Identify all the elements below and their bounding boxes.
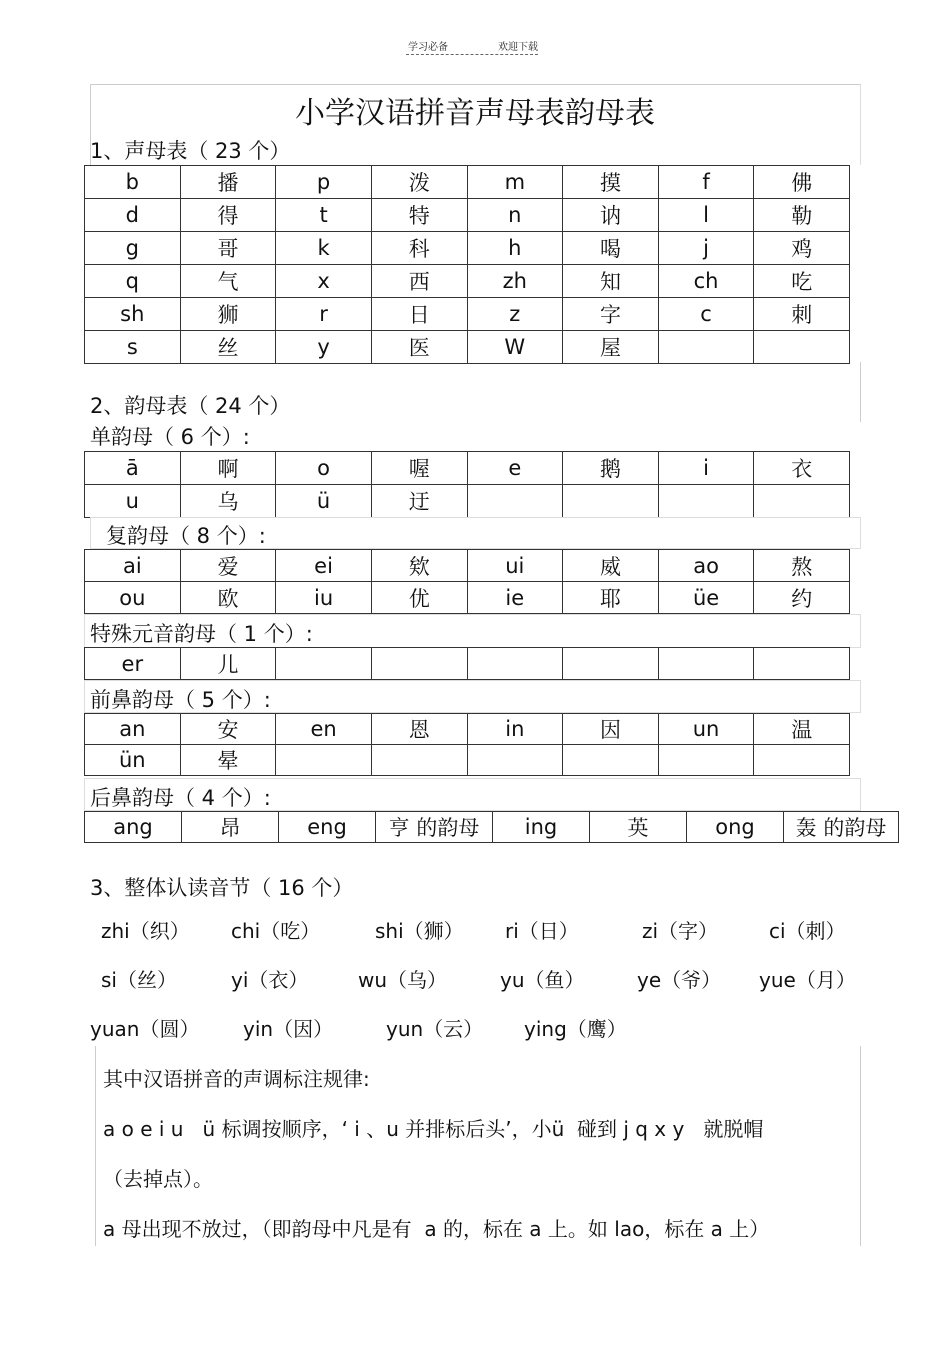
table-cell: 威 <box>563 550 659 582</box>
table-cell <box>276 745 372 776</box>
special-finals-table <box>84 647 850 680</box>
table-cell <box>754 745 850 776</box>
table-cell <box>563 485 659 518</box>
table-cell: W <box>467 331 563 364</box>
table-cell: 丝 <box>180 331 276 364</box>
table-cell: 耶 <box>563 582 659 614</box>
table-cell: 儿 <box>180 648 276 680</box>
syllable-yi: yi（衣） <box>231 968 309 992</box>
table-cell: 欸 <box>371 550 467 582</box>
table-cell: 摸 <box>563 166 659 199</box>
table-cell: 字 <box>563 298 659 331</box>
table-cell: g <box>85 232 181 265</box>
shengmu-table <box>84 165 850 364</box>
table-cell: 约 <box>754 582 850 614</box>
table-cell: iu <box>276 582 372 614</box>
table-cell <box>371 648 467 680</box>
table-cell: 屋 <box>563 331 659 364</box>
table-cell: 佛 <box>754 166 850 199</box>
table-cell: 衣 <box>754 452 850 485</box>
table-cell <box>563 745 659 776</box>
table-cell: 刺 <box>754 298 850 331</box>
table-cell: 鹅 <box>563 452 659 485</box>
syllable-yue: yue（月） <box>759 968 856 992</box>
syllable-shi: shi（狮） <box>375 919 464 943</box>
table-cell: ie <box>467 582 563 614</box>
section2-heading: 2、韵母表（ 24 个） <box>90 394 291 418</box>
table-cell: 科 <box>371 232 467 265</box>
table-cell <box>371 745 467 776</box>
table-cell <box>658 485 754 518</box>
syllable-zhi: zhi（织） <box>101 919 190 943</box>
frame-line <box>860 362 861 422</box>
table-cell: q <box>85 265 181 298</box>
table-cell: 日 <box>371 298 467 331</box>
table-cell: ui <box>467 550 563 582</box>
table-cell: ei <box>276 550 372 582</box>
table-row <box>85 232 850 265</box>
table-cell: 吃 <box>754 265 850 298</box>
syllable-ri: ri（日） <box>505 919 579 943</box>
syllable-yuan: yuan（圆） <box>90 1017 200 1041</box>
table-row <box>85 714 850 745</box>
special-finals-label: 特殊元音韵母（ 1 个）: <box>90 622 313 646</box>
table-cell: zh <box>467 265 563 298</box>
table-cell: 轰 的韵母 <box>784 812 899 843</box>
table-cell: ā <box>85 452 181 485</box>
table-cell <box>467 745 563 776</box>
table-cell: k <box>276 232 372 265</box>
table-cell: ou <box>85 582 181 614</box>
single-finals-label: 单韵母（ 6 个）: <box>90 425 250 449</box>
table-cell <box>754 331 850 364</box>
table-cell: 欧 <box>180 582 276 614</box>
table-row <box>85 331 850 364</box>
front-nasal-table <box>84 713 850 776</box>
table-cell: 迂 <box>371 485 467 518</box>
table-cell: 狮 <box>180 298 276 331</box>
table-cell: 西 <box>371 265 467 298</box>
back-nasal-table <box>84 811 899 843</box>
table-cell: i <box>658 452 754 485</box>
table-cell: sh <box>85 298 181 331</box>
table-cell: 哥 <box>180 232 276 265</box>
syllable-wu: wu（乌） <box>358 968 448 992</box>
table-cell: er <box>85 648 181 680</box>
table-cell: z <box>467 298 563 331</box>
table-cell: ing <box>493 812 590 843</box>
table-cell: ong <box>687 812 784 843</box>
table-cell: ai <box>85 550 181 582</box>
table-cell: 安 <box>180 714 276 745</box>
table-cell: un <box>658 714 754 745</box>
syllable-chi: chi（吃） <box>231 919 321 943</box>
syllable-ye: ye（爷） <box>637 968 722 992</box>
header-left: 学习必备 <box>408 42 448 53</box>
table-cell <box>658 331 754 364</box>
rules-line-3: a 母出现不放过，（即韵母中凡是有 a 的，标在 a 上。如 lao，标在 a 上） <box>103 1217 770 1241</box>
table-cell: l <box>658 199 754 232</box>
table-cell: j <box>658 232 754 265</box>
table-cell: t <box>276 199 372 232</box>
table-cell: ün <box>85 745 181 776</box>
rules-line-2: （去掉点）。 <box>103 1167 213 1191</box>
table-cell: 医 <box>371 331 467 364</box>
syllable-ying: ying（鹰） <box>524 1017 627 1041</box>
table-cell <box>658 745 754 776</box>
table-cell: 温 <box>754 714 850 745</box>
table-cell: 喝 <box>563 232 659 265</box>
table-cell: y <box>276 331 372 364</box>
compound-finals-label: 复韵母（ 8 个）: <box>106 524 266 548</box>
table-row <box>85 298 850 331</box>
table-cell: p <box>276 166 372 199</box>
table-cell: üe <box>658 582 754 614</box>
table-cell: 熬 <box>754 550 850 582</box>
single-finals-table <box>84 451 850 518</box>
table-cell: 因 <box>563 714 659 745</box>
table-cell: 晕 <box>180 745 276 776</box>
table-cell: 啊 <box>180 452 276 485</box>
table-cell: 特 <box>371 199 467 232</box>
table-row <box>85 812 899 843</box>
table-cell: in <box>467 714 563 745</box>
front-nasal-label: 前鼻韵母（ 5 个）: <box>90 688 271 712</box>
table-cell: f <box>658 166 754 199</box>
table-row <box>85 550 850 582</box>
compound-finals-table <box>84 549 850 614</box>
table-cell: 昂 <box>182 812 279 843</box>
table-cell: b <box>85 166 181 199</box>
table-cell: 泼 <box>371 166 467 199</box>
table-cell: 爱 <box>180 550 276 582</box>
header-right: 欢迎下载 <box>498 42 538 53</box>
table-cell: x <box>276 265 372 298</box>
table-cell: d <box>85 199 181 232</box>
section3-heading: 3、整体认读音节（ 16 个） <box>90 876 354 900</box>
table-cell <box>563 648 659 680</box>
table-cell <box>467 648 563 680</box>
table-cell: 得 <box>180 199 276 232</box>
table-row <box>85 265 850 298</box>
table-cell: 讷 <box>563 199 659 232</box>
table-cell: ao <box>658 550 754 582</box>
table-cell: eng <box>279 812 376 843</box>
table-cell <box>754 648 850 680</box>
table-cell: 喔 <box>371 452 467 485</box>
table-row <box>85 745 850 776</box>
table-cell <box>276 648 372 680</box>
table-cell: 知 <box>563 265 659 298</box>
table-cell: o <box>276 452 372 485</box>
rules-line-1: a o e i u ü 标调按顺序，‘ i 、u 并排标后头’，小ü 碰到 j q x y 就脱帽 <box>103 1117 764 1141</box>
table-row <box>85 199 850 232</box>
table-cell: c <box>658 298 754 331</box>
table-cell: 乌 <box>180 485 276 518</box>
table-cell: 勒 <box>754 199 850 232</box>
table-cell: ü <box>276 485 372 518</box>
rules-frame-left <box>95 1046 96 1246</box>
section1-heading: 1、声母表（ 23 个） <box>90 139 291 163</box>
table-row <box>85 582 850 614</box>
table-cell: e <box>467 452 563 485</box>
table-cell: n <box>467 199 563 232</box>
syllable-yin: yin（因） <box>243 1017 334 1041</box>
table-cell: 播 <box>180 166 276 199</box>
table-cell: an <box>85 714 181 745</box>
table-cell: u <box>85 485 181 518</box>
syllable-yu: yu（鱼） <box>500 968 585 992</box>
table-cell: 鸡 <box>754 232 850 265</box>
table-cell <box>754 485 850 518</box>
table-cell: ch <box>658 265 754 298</box>
table-cell: 恩 <box>371 714 467 745</box>
table-row <box>85 166 850 199</box>
syllable-ci: ci（刺） <box>769 919 846 943</box>
table-cell <box>467 485 563 518</box>
table-cell: 英 <box>590 812 687 843</box>
table-cell: 亨 的韵母 <box>376 812 493 843</box>
table-row <box>85 648 850 680</box>
table-cell <box>658 648 754 680</box>
table-cell: m <box>467 166 563 199</box>
table-cell: r <box>276 298 372 331</box>
back-nasal-label: 后鼻韵母（ 4 个）: <box>90 786 271 810</box>
table-row <box>85 485 850 518</box>
rules-frame-right <box>860 1046 861 1246</box>
table-cell: h <box>467 232 563 265</box>
syllable-zi: zi（字） <box>642 919 719 943</box>
table-cell: en <box>276 714 372 745</box>
table-cell: 气 <box>180 265 276 298</box>
page-title: 小学汉语拼音声母表韵母表 <box>295 96 655 131</box>
table-cell: ang <box>85 812 182 843</box>
syllable-si: si（丝） <box>101 968 177 992</box>
header-divider <box>406 54 538 55</box>
table-cell: 优 <box>371 582 467 614</box>
table-cell: s <box>85 331 181 364</box>
table-row <box>85 452 850 485</box>
rules-heading: 其中汉语拼音的声调标注规律: <box>103 1067 370 1091</box>
syllable-yun: yun（云） <box>386 1017 484 1041</box>
